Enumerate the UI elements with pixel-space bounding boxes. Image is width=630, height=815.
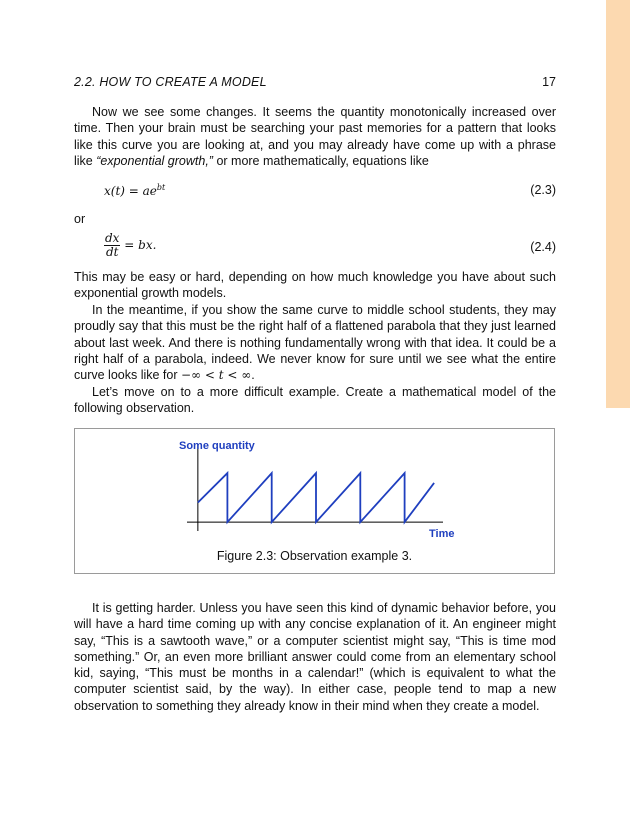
paragraph-1 xyxy=(74,104,556,169)
equation-2-4-denominator: dt xyxy=(105,245,119,259)
section-title: 2.2. HOW TO CREATE A MODEL xyxy=(74,75,267,89)
paragraph-3 xyxy=(74,302,556,383)
paragraph-2: This may be easy or hard, depending on how much knowledge you have about such exponential growth models. xyxy=(74,270,556,301)
paragraph-5: It is getting harder. Unless you have seen this kind of dynamic behavior before, you will have a hard time coming up with any concise explanation of it. An engineer might say, “This is a sawtooth wave,” or a computer scientist might say, “This is time mod something.” Or, an even more brilliant answer could come from an elementary school kid, saying, “This must be months in a calendar!” (which is equivalent to what the computer scientist said, by the way). In either case, people tend to map a new observation to something they already know in their mind when they create a model. xyxy=(74,601,556,713)
paragraph-3-math: −∞ < t < ∞ xyxy=(180,368,252,383)
y-axis-label: Some quantity xyxy=(179,440,255,452)
equation-2-4-number: (2.4) xyxy=(530,240,556,254)
page-number: 17 xyxy=(542,75,556,89)
figure-caption: Figure 2.3: Observation example 3. xyxy=(216,549,413,563)
paragraph-1-emphasis: “exponential growth,” xyxy=(96,153,213,168)
equation-2-3-lhs: x(t) = ae xyxy=(104,184,157,198)
paragraph-3-text: In the meantime, if you show the same curve to middle school students, they may proudly say that this must be the right half of a flattened parabola that they just learned about last week. And there is nothing fundamentally wrong with that idea. It could be a right half of a parabola, indeed. We never know for sure until we see what the entire curve looks like for xyxy=(74,303,556,383)
equation-2-4-body xyxy=(104,232,156,259)
paragraph-4: Let’s move on to a more difficult example. Create a mathematical model of the following observation. xyxy=(74,385,556,416)
equation-2-4-rhs: = bx. xyxy=(120,238,157,252)
x-axis-label: Time xyxy=(429,528,455,540)
paragraph-1-text-b: or more mathematically, equations like xyxy=(212,153,429,168)
paragraph-1-text-a: Now we see some changes. It seems the quantity monotonically increased over time. Then your brain must be searching your past memories for a pattern that looks like this curve you are looking at, and you may already have come up with a phrase like xyxy=(74,105,556,168)
equation-2-3-exponent: bt xyxy=(156,183,166,192)
sawtooth-series-line xyxy=(198,473,434,522)
equation-2-4-fraction xyxy=(104,232,120,259)
equation-2-3-number: (2.3) xyxy=(530,183,556,197)
chart-series xyxy=(198,473,434,522)
or-text: or xyxy=(74,212,86,226)
paragraph-3-end: . xyxy=(251,368,255,383)
side-thumb-tab xyxy=(606,0,630,408)
equation-2-4-numerator: dx xyxy=(105,231,120,245)
equation-2-3-body xyxy=(104,183,165,198)
figure-2-3 xyxy=(74,428,555,574)
equation-2-4 xyxy=(74,232,556,262)
running-header xyxy=(74,75,556,89)
